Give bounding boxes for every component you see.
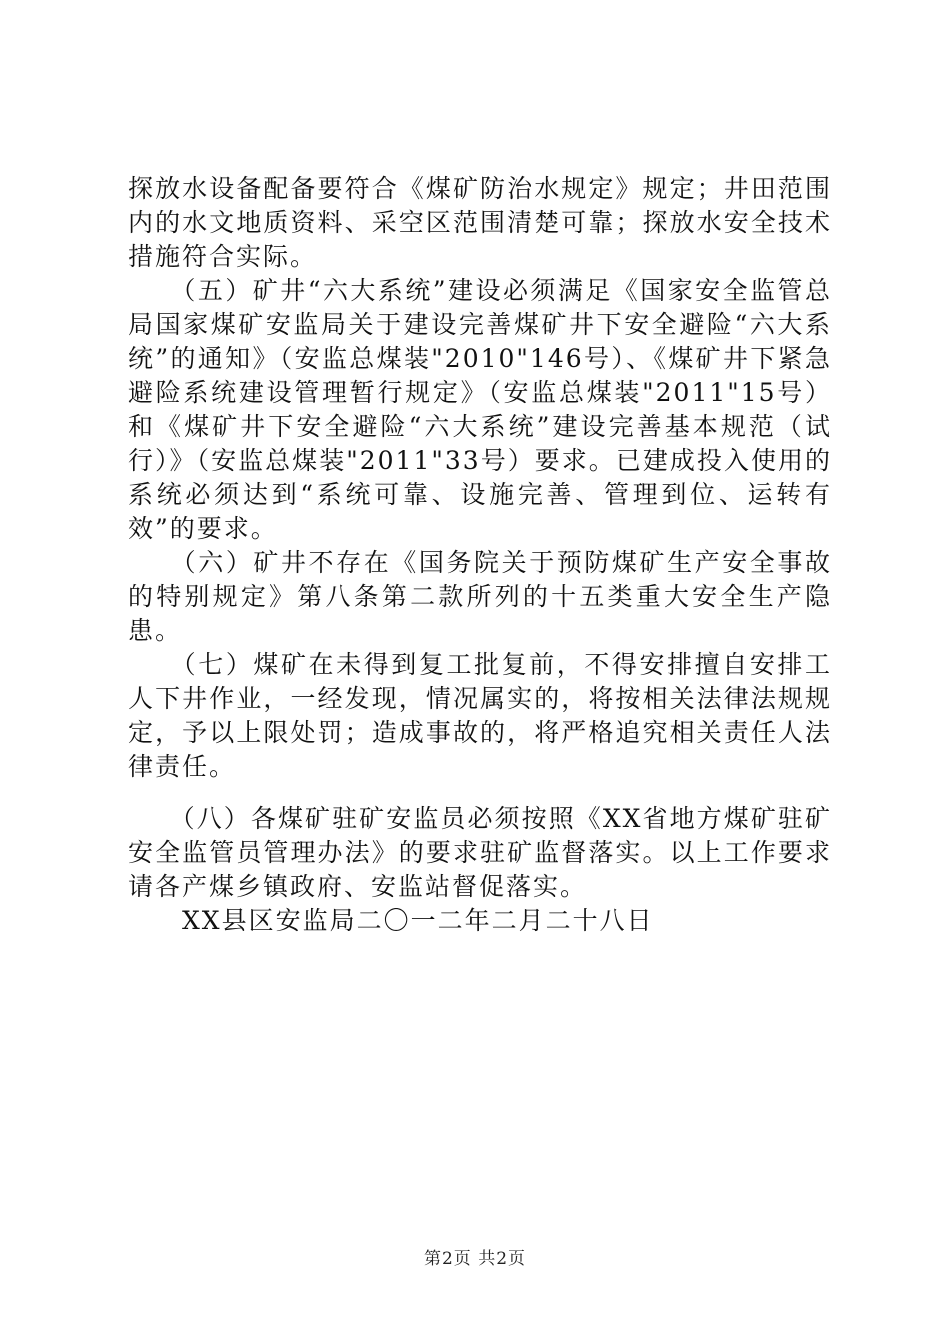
- page-number-footer: 第2页 共2页: [423, 1249, 527, 1269]
- paragraph-continuation: 探放水设备配备要符合《煤矿防治水规定》规定；井田范围内的水文地质资料、采空区范围清楚可靠；探放水安全技术措施符合实际。: [128, 174, 832, 271]
- signature-date-line: XX县区安监局二〇一二年二月二十八日: [128, 906, 654, 935]
- paragraph-item-6: （六）矿井不存在《国务院关于预防煤矿生产安全事故的特别规定》第八条第二款所列的十五类重大安全生产隐患。: [128, 548, 832, 645]
- paragraph-item-7: （七）煤矿在未得到复工批复前，不得安排擅自安排工人下井作业，一经发现，情况属实的，将按相关法律法规规定，予以上限处罚；造成事故的，将严格追究相关责任人法律责任。: [128, 650, 832, 781]
- paragraph-item-8: （八）各煤矿驻矿安监员必须按照《XX省地方煤矿驻矿安全监管员管理办法》的要求驻矿监督落实。以上工作要求请各产煤乡镇政府、安监站督促落实。: [128, 804, 832, 901]
- document-body: [128, 172, 832, 938]
- paragraph-item-5: （五）矿井“六大系统”建设必须满足《国家安全监管总局国家煤矿安监局关于建设完善煤矿井下安全避险“六大系统”的通知》（安监总煤装"2010"146号）、《煤矿井下紧急避险系统建设管理暂行规定》（安监总煤装"2011"15号）和《煤矿井下安全避险“六大系统”建设完善基本规范（试行）》（安监总煤装"2011"33号）要求。已建成投入使用的系统必须达到“系统可靠、设施完善、管理到位、运转有效”的要求。: [128, 276, 832, 543]
